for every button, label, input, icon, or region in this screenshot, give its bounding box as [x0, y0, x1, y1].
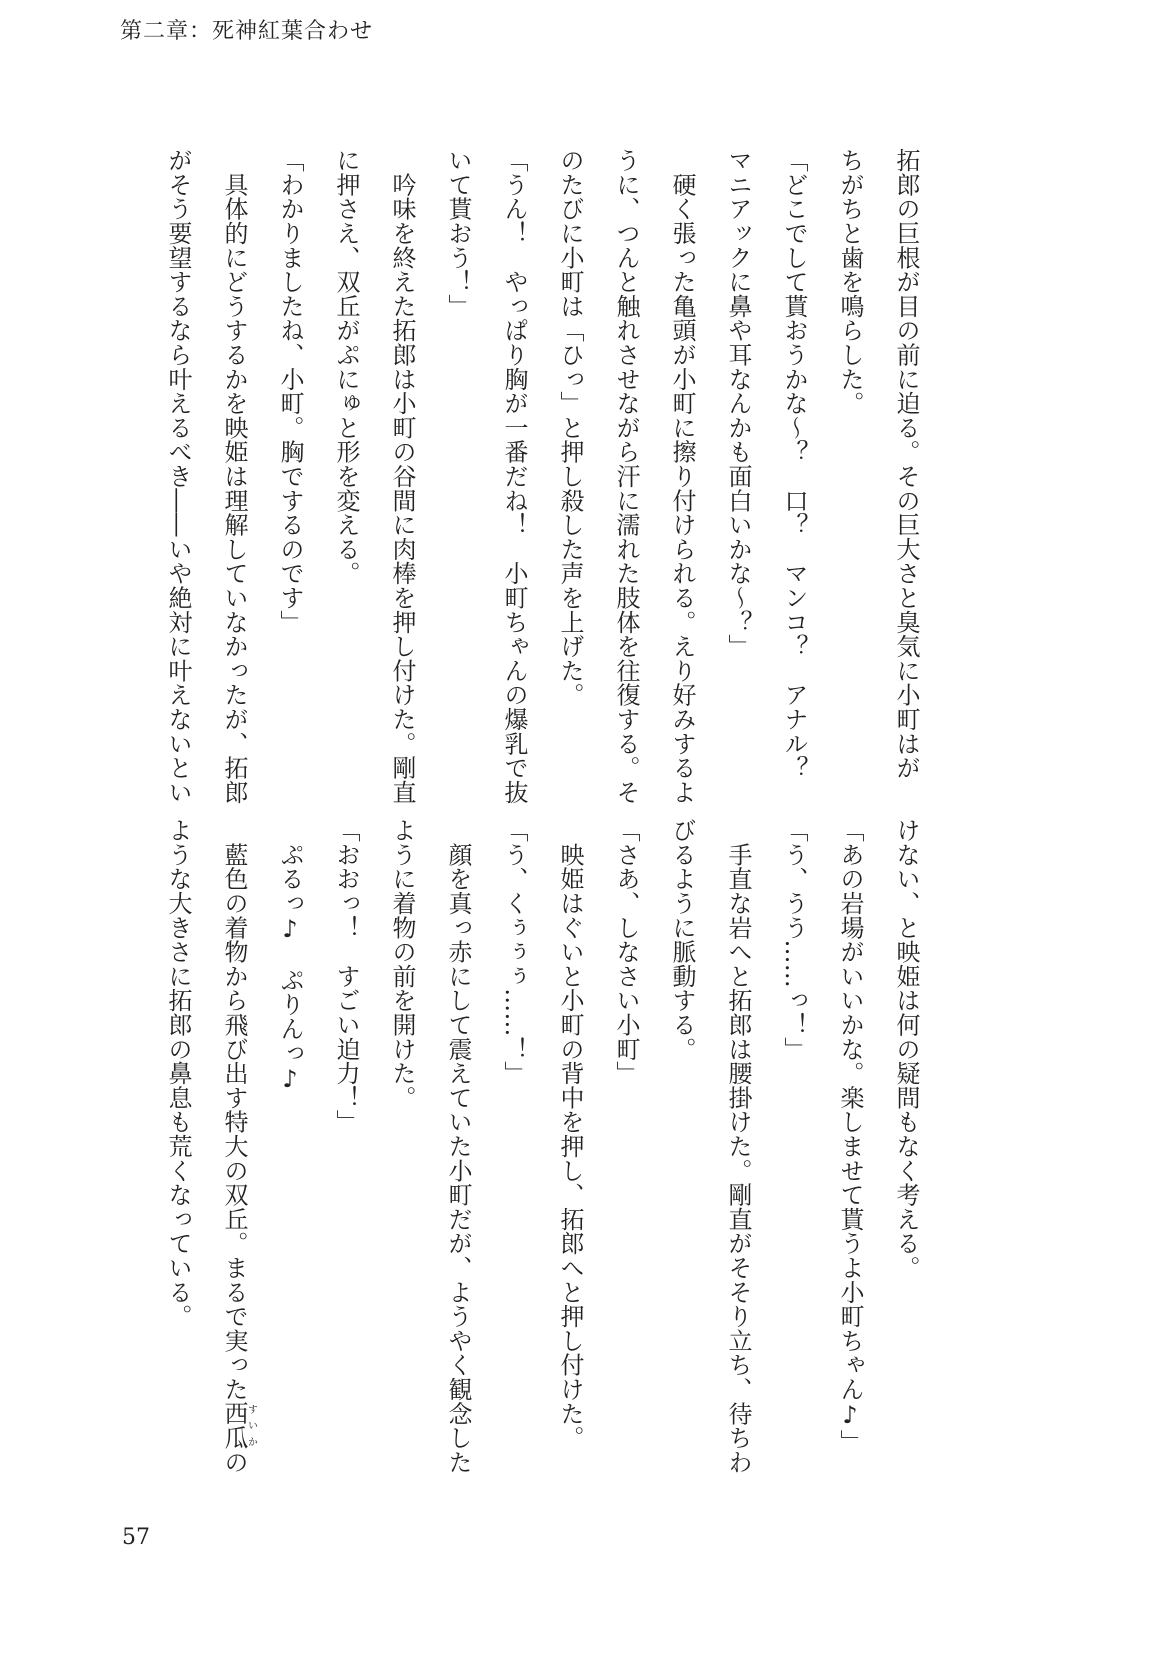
text-segment: の	[220, 1449, 248, 1475]
text-line: 具体的にどうするかを映姫は理解していなかったが、拓郎	[220, 148, 248, 805]
page-number: 57	[122, 1525, 150, 1550]
text-line: 「うん！ やっぱり胸が一番だね！ 小町ちゃんの爆乳で抜	[500, 148, 528, 805]
text-line: 「さあ、しなさい小町」	[612, 818, 640, 1086]
text-block-top	[150, 148, 934, 805]
text-line: 「おおっ！ すごい迫力！」	[332, 818, 360, 1134]
text-line: 「う、うう……っ！」	[780, 818, 808, 1061]
text-line: ぷるっ♪ ぷりんっ♪	[276, 818, 304, 1094]
text-line: 吟味を終えた拓郎は小町の谷間に肉棒を押し付けた。剛直	[388, 148, 416, 805]
ruby-reading: すいか	[245, 1401, 257, 1450]
text-line: けない、と映姫は何の疑問もなく考える。	[892, 818, 920, 1280]
text-line: 「どこでして貰おうかな～？ 口？ マンコ？ アナル？	[780, 148, 808, 780]
text-line: ように着物の前を開けた。	[388, 818, 416, 1110]
text-line: 硬く張った亀頭が小町に擦り付けられる。えり好みするよ	[668, 148, 696, 805]
text-line: いて貰おう！」	[444, 148, 472, 319]
text-line: ような大きさに拓郎の鼻息も荒くなっている。	[164, 818, 192, 1329]
text-line: 「う、くぅぅぅ……！」	[500, 818, 528, 1086]
text-line: 顔を真っ赤にして震えていた小町だが、ようやく観念した	[444, 818, 472, 1475]
ruby-base: 西瓜	[220, 1401, 248, 1450]
text-line: マニアックに鼻や耳なんかも面白いかな～？」	[724, 148, 752, 659]
text-segment: 藍色の着物から飛び出す特大の双丘。まるで実った	[220, 818, 248, 1402]
text-line: うに、つんと触れさせながら汗に濡れた肢体を往復する。そ	[612, 148, 640, 805]
text-line: びるように脈動する。	[668, 818, 696, 1061]
text-line: 映姫はぐいと小町の背中を押し、拓郎へと押し付けた。	[556, 818, 584, 1450]
text-line: 「わかりましたね、小町。胸でするのです」	[276, 148, 304, 634]
text-line: ちがちと歯を鳴らした。	[836, 148, 864, 416]
text-line: がそう要望するなら叶えるべき――いや絶対に叶えないとい	[164, 148, 192, 805]
text-line: 拓郎の巨根が目の前に迫る。その巨大さと臭気に小町はが	[892, 148, 920, 780]
text-line: のたびに小町は「ひっ」と押し殺した声を上げた。	[556, 148, 584, 707]
ruby-word	[220, 1401, 257, 1450]
text-block-bottom	[150, 818, 934, 1478]
text-line: 「あの岩場がいいかな。楽しませて貰うよ小町ちゃん♪」	[836, 818, 864, 1454]
text-line: に押さえ、双丘がぷにゅと形を変える。	[332, 148, 360, 586]
text-line	[206, 818, 262, 1478]
text-line: 手直な岩へと拓郎は腰掛けた。剛直がそそり立ち、待ちわ	[724, 818, 752, 1475]
running-header: 第二章：死神紅葉合わせ	[120, 19, 374, 44]
